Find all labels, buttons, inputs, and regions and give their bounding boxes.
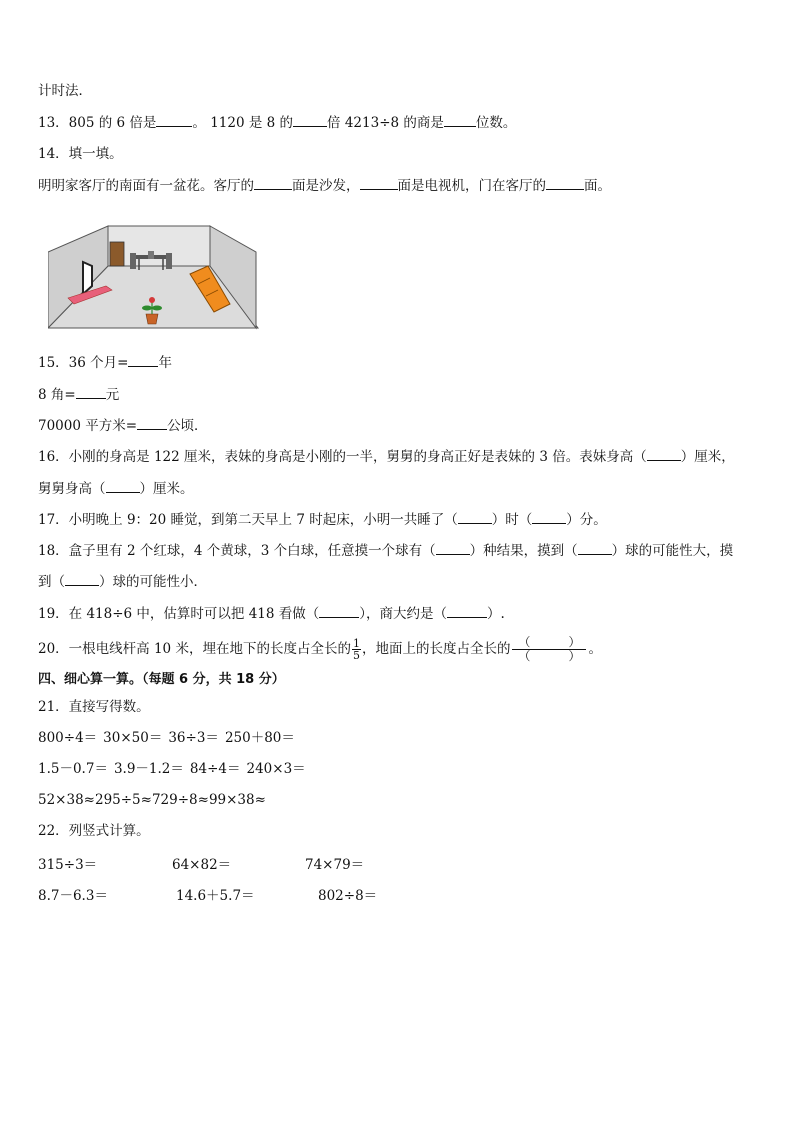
q17-text-1: 17．小明晚上 9：20 睡觉，到第二天早上 7 时起床，小明一共睡了（	[38, 512, 458, 528]
door	[110, 242, 124, 266]
q18-blank-2[interactable]	[578, 541, 612, 555]
q17-blank-1[interactable]	[458, 510, 492, 524]
q13-part3: 倍 4213÷8 的商是	[327, 115, 444, 131]
question-16-b	[38, 479, 194, 498]
q14-text-1: 明明家客厅的南面有一盆花。客厅的	[38, 178, 254, 194]
question-14: 14．填一填。	[38, 146, 123, 162]
q16b-tail: ）厘米。	[139, 481, 194, 497]
q13-part1: 13．805 的 6 倍是	[38, 115, 157, 131]
question-16-a	[38, 447, 735, 466]
fraction-denominator: 5	[352, 649, 360, 662]
question-15-b	[38, 385, 119, 404]
q18-blank-1[interactable]	[436, 541, 470, 555]
q18-text-4: 到（	[38, 574, 65, 590]
q17-text-2: ）时（	[491, 512, 533, 528]
q13-blank-1[interactable]	[156, 113, 192, 127]
q13-part4: 位数。	[475, 115, 517, 131]
mental-calc-row-2	[38, 760, 312, 778]
q18-text-1: 18．盒子里有 2 个红球，4 个黄球，3 个白球，任意摸一个球有（	[38, 543, 436, 559]
q15-blank-2[interactable]	[76, 385, 106, 399]
question-19	[38, 604, 505, 623]
q17-blank-2[interactable]	[532, 510, 566, 524]
question-18-a	[38, 541, 733, 560]
q20-text-2: ，地面上的长度占全长的	[361, 641, 511, 657]
question-21: 21．直接写得数。	[38, 699, 150, 715]
line-timekeeping: 计时法．	[38, 83, 92, 99]
question-15-a	[38, 353, 172, 372]
q14-blank-1[interactable]	[254, 176, 292, 190]
q20-text-1: 20．一根电线杆高 10 米，埋在地下的长度占全长的	[38, 641, 351, 657]
calc-item: 3.9－1.2＝	[113, 761, 184, 777]
q15c-text: 70000 平方米=	[38, 418, 138, 434]
q14-blank-2[interactable]	[360, 176, 398, 190]
q18-text-2: ）种结果，摸到（	[469, 543, 578, 559]
q13-blank-3[interactable]	[444, 113, 476, 127]
calc-item: 30×50＝	[103, 730, 163, 746]
q14-text-3: 面是电视机，门在客厅的	[397, 178, 546, 194]
question-13	[38, 113, 516, 132]
q20-end: 。	[588, 641, 602, 657]
question-20	[38, 636, 602, 663]
answer-numerator-blank[interactable]: （ ）	[512, 636, 586, 650]
q15c-unit: 公顷．	[167, 418, 208, 434]
answer-fraction-blank[interactable]	[512, 636, 586, 663]
q16-blank-2[interactable]	[106, 479, 140, 493]
calc-item: 250＋80＝	[224, 730, 295, 746]
mental-calc-row-1	[38, 729, 301, 747]
q15b-unit: 元	[105, 387, 120, 403]
answer-denominator-blank[interactable]: （ ）	[518, 649, 581, 663]
q15a-text: 15．36 个月=	[38, 355, 129, 371]
q16b-text: 舅舅身高（	[38, 481, 106, 497]
vertical-calc-5: 14.6＋5.7＝	[176, 888, 255, 904]
vertical-calc-2: 64×82＝	[172, 857, 232, 873]
q14-text	[38, 176, 611, 195]
question-17	[38, 510, 607, 529]
calc-item: 36÷3＝	[168, 730, 219, 746]
calc-item: 84÷4＝	[189, 761, 241, 777]
living-room-illustration	[48, 222, 263, 344]
q14-blank-3[interactable]	[546, 176, 584, 190]
fraction-numerator: 1	[352, 637, 360, 650]
q19-blank-2[interactable]	[447, 604, 487, 618]
q19-text-2: ），商大约是（	[359, 606, 448, 622]
q15-blank-3[interactable]	[137, 416, 167, 430]
q16a-text: 16．小刚的身高是 122 厘米，表妹的身高是小刚的一半，舅舅的身高正好是表妹的 3 倍。表妹身高（	[38, 449, 647, 465]
q18-text-3: ）球的可能性大，摸	[611, 543, 734, 559]
q15-blank-1[interactable]	[128, 353, 158, 367]
q19-text-3: ）.	[487, 606, 505, 622]
section-4-heading: 四、细心算一算。（每题 6 分，共 18 分）	[38, 672, 285, 687]
q16-blank-1[interactable]	[647, 447, 681, 461]
q14-text-2: 面是沙发，	[292, 178, 360, 194]
vertical-calc-4: 8.7－6.3＝	[38, 888, 108, 904]
q16a-tail: ）厘米，	[680, 449, 735, 465]
vertical-calc-1: 315÷3＝	[38, 857, 98, 873]
calc-item: 1.5－0.7＝	[38, 761, 108, 777]
vertical-calc-3: 74×79＝	[305, 857, 365, 873]
calc-item: 800÷4＝	[38, 730, 98, 746]
q13-part2: 。 1120 是 8 的	[192, 115, 294, 131]
mental-calc-row-3: 52×38≈295÷5≈729÷8≈99×38≈	[38, 792, 266, 808]
question-22: 22．列竖式计算。	[38, 823, 150, 839]
calc-item: 240×3＝	[246, 761, 306, 777]
q17-text-3: ）分。	[566, 512, 607, 528]
question-15-c	[38, 416, 208, 435]
fraction-one-fifth	[352, 638, 361, 661]
q13-blank-2[interactable]	[293, 113, 327, 127]
q15a-unit: 年	[158, 355, 172, 371]
q18-text-5: ）球的可能性小．	[99, 574, 207, 590]
q14-text-4: 面。	[584, 178, 611, 194]
q19-text-1: 19．在 418÷6 中，估算时可以把 418 看做（	[38, 606, 320, 622]
q18-blank-3[interactable]	[65, 572, 99, 586]
q15b-text: 8 角=	[38, 387, 76, 403]
q19-blank-1[interactable]	[319, 604, 359, 618]
question-18-b	[38, 572, 207, 591]
vertical-calc-6: 802÷8＝	[318, 888, 378, 904]
